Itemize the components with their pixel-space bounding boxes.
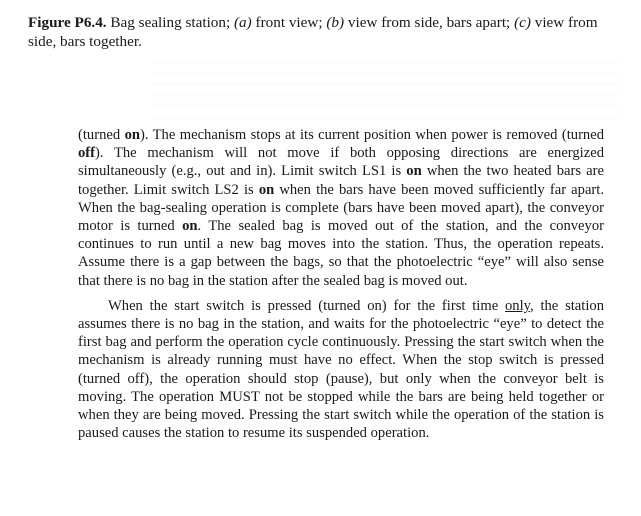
p1-text-3: ). The mechanism will not move if both opposing directions are energized simultaneously (e.g., out and in). Limit switch LS1 is xyxy=(78,145,604,180)
p1-bold-off: off xyxy=(78,145,96,162)
caption-view-a: (a) xyxy=(234,14,252,31)
p1-bold-on-3: on xyxy=(258,181,275,198)
p2-text-2: , the station assumes there is no bag in the station, and waits for the photoelectric “eye” to detect the first bag and perform the operation cycle continuously. Pressing the start switch when the mechanism is already running must have no effect. When the stop switch is pressed (turned off), the operation should stop (pause), but only when the conveyor belt is moving. The operation MUST not be stopped while the bars are being held together or when they are being moved. Pressing the start switch while the operation of the station is paused causes the station to resume its suspended operation. xyxy=(78,297,604,442)
bleed-through-table xyxy=(150,58,620,118)
p2-underlined-only: only xyxy=(504,297,530,314)
caption-text-d: view from side, bars together. xyxy=(28,14,598,50)
p1-bold-on-2: on xyxy=(406,163,422,180)
caption-view-b: (b) xyxy=(326,14,345,31)
caption-text-a: Bag sealing station; xyxy=(106,14,234,31)
p2-text-1: When the start switch is pressed (turned on) for the first time xyxy=(108,297,505,314)
caption-text-b: front view; xyxy=(251,14,327,31)
p1-bold-on-4: on xyxy=(182,218,198,235)
p1-text-5: when the bars have been moved sufficiently far apart. When the bag-sealing operation is complete (bars have been moved apart), the conveyor motor is turned xyxy=(78,181,604,235)
p1-text-1: (turned xyxy=(78,127,125,143)
figure-caption xyxy=(28,13,618,51)
body-text xyxy=(78,126,604,442)
p1-text-4: when the two heated bars are together. Limit switch LS2 is xyxy=(78,163,604,198)
caption-text-c: view from side, bars apart; xyxy=(344,14,515,31)
paragraph-2 xyxy=(78,297,604,443)
p1-text-6: . The sealed bag is moved out of the station, and the conveyor continues to run until a new bag moves into the station. Thus, the operation repeats. Assume there is a gap between the bags, so that the photoelectric “eye” will also sense that there is no bag in the station after the sealed bag is moved out. xyxy=(78,218,604,289)
p1-bold-on-1: on xyxy=(124,127,140,143)
p1-text-2: ). The mechanism stops at its current position when power is removed (turned xyxy=(139,127,605,143)
paragraph-1 xyxy=(78,126,604,290)
caption-view-c: (c) xyxy=(514,14,531,31)
figure-label: Figure P6.4. xyxy=(28,14,107,31)
